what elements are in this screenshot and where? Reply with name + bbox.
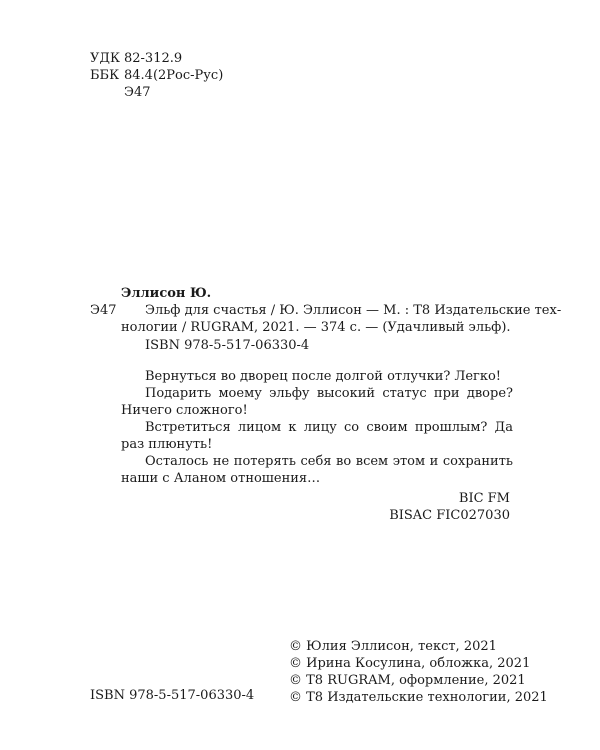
annotation-paragraph-1: Вернуться во дворец после долгой отлучки? Легко! bbox=[145, 369, 502, 384]
udk-value: 82-312.9 bbox=[124, 51, 183, 66]
copyright-line: © Юлия Эллисон, текст, 2021 bbox=[289, 639, 497, 654]
catalog-entry-line-1: Эльф для счастья / Ю. Эллисон — М. : Т8 Издательские тех- bbox=[145, 303, 562, 318]
catalog-author-heading: Эллисон Ю. bbox=[121, 286, 212, 301]
annotation-paragraph-3: Встретиться лицом к лицу со своим прошлым? Да раз плюнуть! bbox=[121, 420, 513, 452]
annotation bbox=[121, 368, 513, 487]
copyright-line: © Ирина Косулина, обложка, 2021 bbox=[289, 656, 531, 671]
bic-code: BIC FM bbox=[458, 491, 510, 506]
author-mark-row bbox=[90, 84, 223, 101]
copyright-line: © Т8 Издательские технологии, 2021 bbox=[289, 690, 548, 705]
udk-label: УДК bbox=[90, 51, 121, 66]
annotation-paragraph-4: Осталось не потерять себя во всем этом и сохранить наши с Аланом отношения… bbox=[121, 454, 513, 486]
catalog-entry bbox=[121, 302, 562, 336]
author-mark: Э47 bbox=[124, 85, 151, 100]
bbk-label: ББК bbox=[90, 68, 120, 83]
annotation-paragraph-2: Подарить моему эльфу высокий статус при дворе? Ничего сложного! bbox=[121, 386, 513, 418]
copyright-line: © Т8 RUGRAM, оформление, 2021 bbox=[289, 673, 526, 688]
bbk-row bbox=[90, 67, 223, 84]
footer-isbn: ISBN 978-5-517-06330-4 bbox=[90, 688, 255, 703]
bisac-code: BISAC FIC027030 bbox=[389, 508, 510, 523]
udk-row bbox=[90, 50, 223, 67]
catalog-isbn: ISBN 978-5-517-06330-4 bbox=[145, 338, 310, 353]
bbk-value: 84.4(2Рос-Рус) bbox=[124, 68, 224, 83]
copyright-block bbox=[289, 638, 548, 706]
classification-block bbox=[90, 50, 223, 101]
catalog-margin-code: Э47 bbox=[90, 303, 117, 318]
catalog-entry-line-2: нологии / RUGRAM, 2021. — 374 с. — (Удачливый эльф). bbox=[121, 320, 511, 335]
subject-codes bbox=[389, 490, 510, 524]
